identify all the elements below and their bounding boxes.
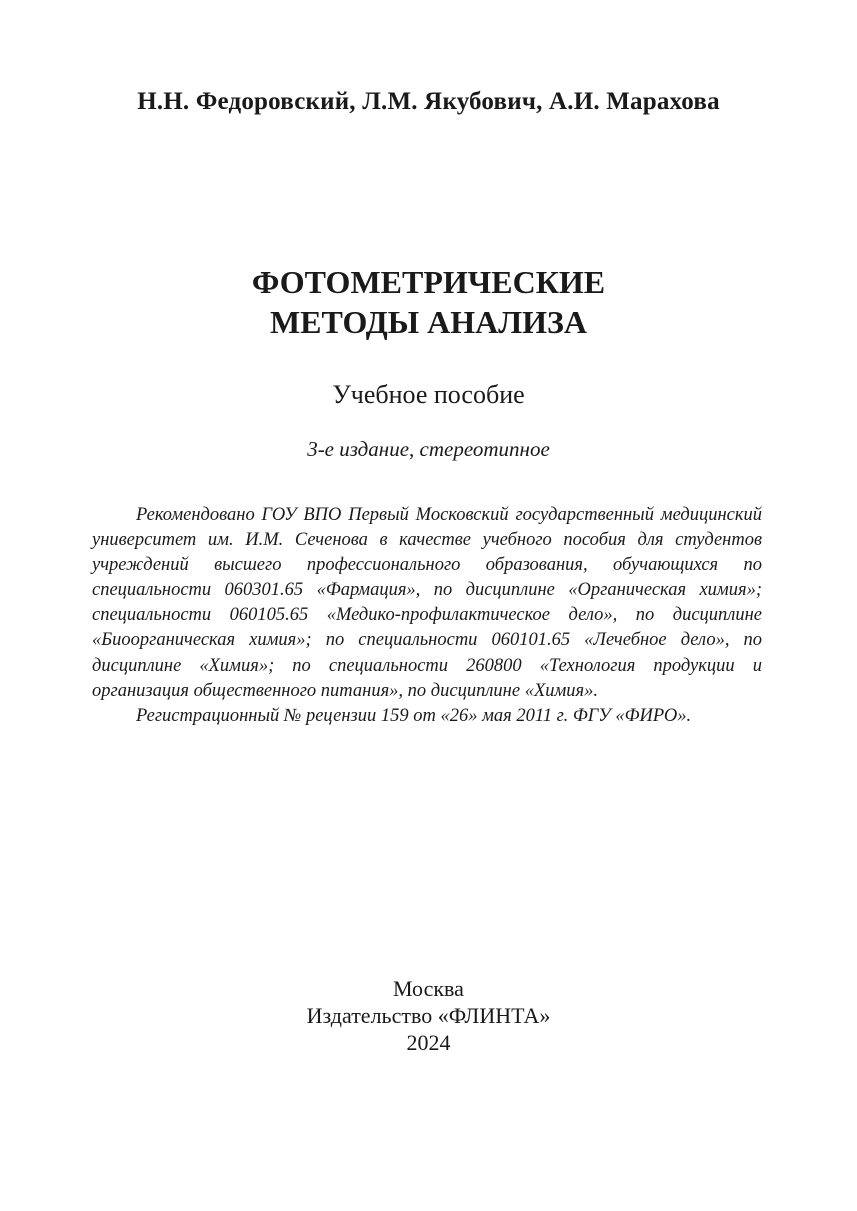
edition: 3-е издание, стереотипное	[307, 437, 550, 461]
recommendation-block	[92, 503, 762, 729]
imprint-year: 2024	[406, 1030, 451, 1055]
imprint-publisher: Издательство «ФЛИНТА»	[306, 1003, 551, 1028]
subtitle: Учебное пособие	[332, 380, 525, 409]
imprint	[0, 975, 857, 1056]
registration-paragraph: Регистрационный № рецензии 159 от «26» мая 2011 г. ФГУ «ФИРО».	[136, 705, 692, 726]
imprint-city: Москва	[393, 976, 464, 1001]
title-line-2: МЕТОДЫ АНАЛИЗА	[269, 304, 588, 340]
recommendation-paragraph: Рекомендовано ГОУ ВПО Первый Московский государственный медицинский университет им. И.М. Сеченова в качестве учебного пособия для студентов учреждений высшего профессионального образования, обучающихся по специальности 060301.65 «Фармация», по дисциплине «Органическая химия»; специальности 060105.65 «Медико-профилактическое дело», по дисциплине «Биоорганическая химия»; по специальности 060101.65 «Лечебное дело», по дисциплине «Химия»; по специальности 260800 «Технология продукции и организация общественного питания», по дисциплине «Химия».	[92, 505, 762, 701]
book-title	[0, 262, 857, 342]
title-line-1: ФОТОМЕТРИЧЕСКИЕ	[251, 264, 606, 300]
authors: Н.Н. Федоровский, Л.М. Якубович, А.И. Марахова	[137, 88, 720, 115]
